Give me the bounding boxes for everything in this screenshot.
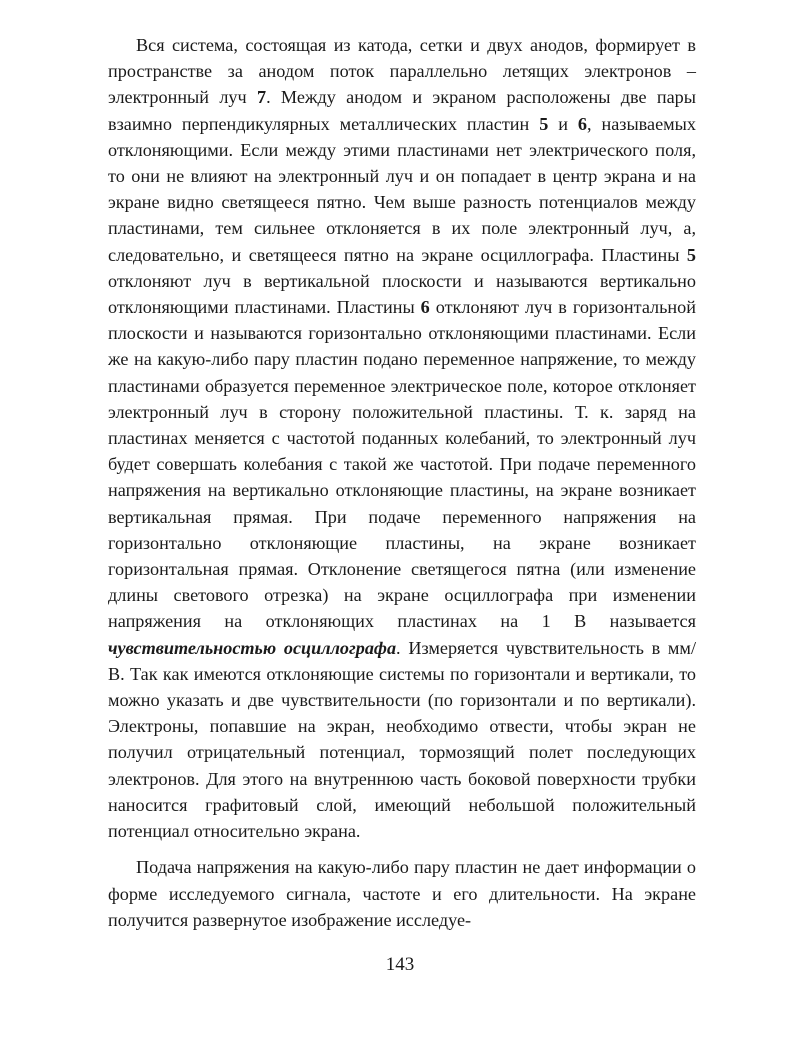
paragraph-1 — [108, 32, 696, 844]
text-run: , называемых отклоняющими. Если между этими пластинами нет электрического поля, то они не влияют на электронный луч и он попадает в центр экрана и на экране видно светящееся пятно. Чем выше разность потенциалов между пластинами, тем сильнее отклоняется в их поле электронный луч, а, следовательно, и светящееся пятно на экране осциллографа. Пластины — [108, 113, 696, 265]
text-run: отклоняют луч в вертикальной плоскости и называются вертикально отклоняющими пластинами. Пластины — [108, 270, 696, 318]
figure-ref-6: 6 — [420, 297, 430, 318]
text-run: и — [548, 113, 578, 134]
figure-ref-7: 7 — [256, 87, 267, 108]
text-run: . Между анодом и экраном расположены две пары взаимно перпендикулярных металлических пластин — [108, 87, 696, 134]
paragraph-2: Подача напряжения на какую-либо пару пластин не дает информации о форме исследуемого сигнала, частоте и его длительности. На экране получится развернутое изображение исследуе- — [108, 857, 696, 930]
figure-ref-6: 6 — [577, 113, 587, 134]
defined-term: чувствительностью осциллографа — [108, 637, 397, 658]
text-run: отклоняют луч в горизонтальной плоскости и называются горизонтально отклоняющими пластинами. Если же на какую-либо пару пластин подано переменное напряжение, то между пластинами образуется переменное электрическое поле, которое отклоняет электронный луч в сторону положительной пластины. Т. к. заряд на пластинах меняется с частотой поданных колебаний, то электронный луч будет совершать колебания с такой же частотой. При подаче переменного напряжения на вертикально отклоняющие пластины, на экране возникает вертикальная прямая. При подаче переменного напряжения на горизонтально отклоняющие пластины, на экране возникает горизонтальная прямая. Отклонение светящегося пятна (или изменение длины светового отрезка) на экране осциллографа при изменении напряжения на отклоняющих пластинах на 1 В называется — [108, 297, 696, 632]
text-run: . Измеряется чувствительность в мм/В. Так как имеются отклоняющие системы по горизонтали и вертикали, то можно указать и две чувствительности (по горизонтали и по вертикали). Электроны, попавшие на экран, необходимо отвести, чтобы экран не получил отрицательный потенциал, тормозящий полет последующих электронов. Для этого на внутреннюю часть боковой поверхности трубки наносится графитовый слой, имеющий небольшой положительный потенциал относительно экрана. — [108, 637, 696, 842]
figure-ref-5: 5 — [686, 244, 696, 265]
figure-ref-5: 5 — [539, 113, 549, 134]
text-run: Вся система, состоящая из катода, сетки и двух анодов, формирует в пространстве за анодом поток параллельно летящих электронов – электронный луч — [108, 35, 696, 108]
page-number: 143 — [385, 954, 415, 975]
body-text — [108, 32, 696, 933]
